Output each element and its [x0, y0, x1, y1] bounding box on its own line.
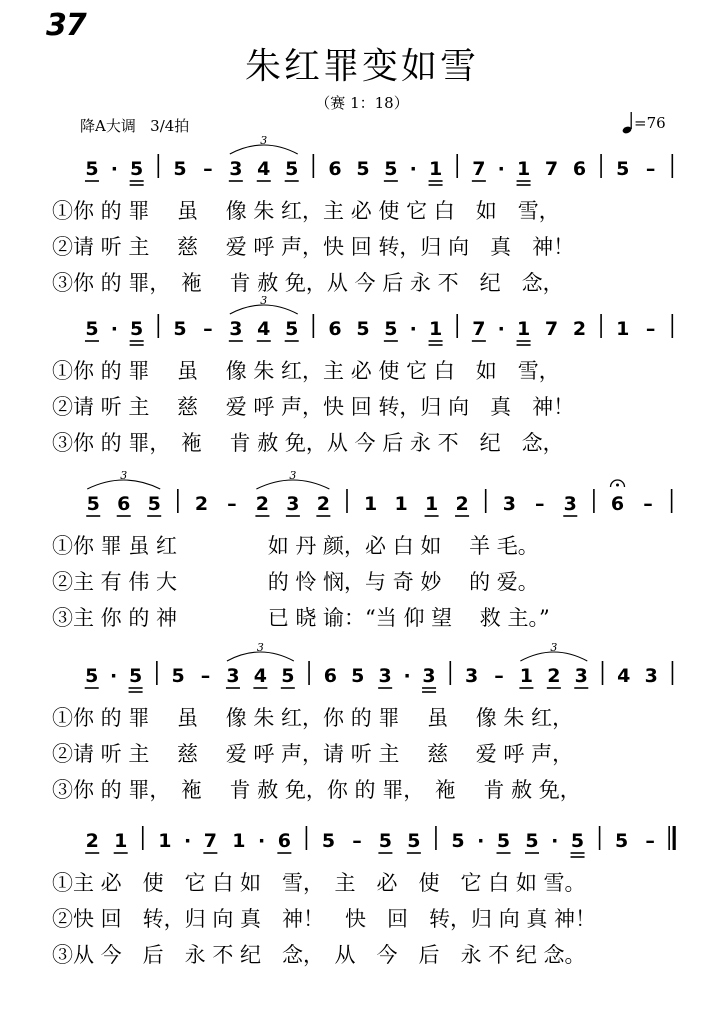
- note: 3: [378, 665, 392, 687]
- note: 4: [617, 665, 631, 687]
- note: 7: [472, 158, 486, 180]
- note: –: [203, 318, 213, 340]
- scripture-reference: （赛 1：18）: [315, 94, 409, 112]
- lyric-line: ③主 你 的 神 已 晓 谕：“当 仰 望 救 主。”: [52, 606, 550, 630]
- note: 1: [428, 158, 443, 180]
- triplet-mark: 3: [260, 134, 268, 147]
- note: 5: [130, 158, 144, 180]
- key-signature: 降A大调: [80, 117, 136, 135]
- note: ·: [409, 158, 417, 180]
- note: 6: [323, 665, 337, 687]
- note: –: [535, 493, 545, 515]
- note: 3: [563, 493, 577, 515]
- note: 1: [232, 830, 246, 852]
- note: 5: [351, 665, 365, 687]
- note: 1: [394, 493, 408, 515]
- note: –: [643, 493, 653, 515]
- note: 1: [364, 493, 378, 515]
- note: 5: [285, 318, 299, 340]
- note: 4: [253, 665, 267, 687]
- lyric-line: ①主 必 使 它 白 如 雪， 主 必 使 它 白 如 雪。: [52, 871, 586, 895]
- note: 5: [615, 830, 629, 852]
- note: 5: [147, 493, 161, 515]
- note: 5: [356, 158, 370, 180]
- note: 5: [384, 158, 398, 180]
- note: 3: [226, 665, 240, 687]
- note: 5: [86, 493, 100, 515]
- note: 2: [85, 830, 99, 852]
- lyric-line: ①你 罪 虽 红 如 丹 颜，必 白 如 羊 毛。: [52, 534, 539, 558]
- note: 3: [422, 665, 436, 687]
- note: ·: [110, 318, 118, 340]
- note: –: [227, 493, 237, 515]
- note: 6: [328, 158, 342, 180]
- note: ·: [497, 318, 505, 340]
- note: 2: [572, 318, 587, 340]
- note: ·: [110, 158, 118, 180]
- note: ·: [257, 830, 266, 852]
- note: 3: [574, 665, 588, 687]
- note: 6: [610, 493, 625, 515]
- note: 3: [229, 318, 243, 340]
- note: 5: [85, 318, 99, 340]
- note: 5: [378, 830, 393, 852]
- note: 5: [85, 665, 99, 687]
- note: 5: [356, 318, 370, 340]
- note: 3: [464, 665, 479, 687]
- note: 5: [496, 830, 511, 852]
- note: ·: [110, 665, 118, 687]
- note: ·: [477, 830, 485, 852]
- note: 2: [255, 493, 270, 515]
- note: 2: [194, 493, 209, 515]
- note: ·: [403, 665, 411, 687]
- triplet-mark: 3: [260, 294, 268, 307]
- note: 5: [321, 830, 336, 852]
- note: 5: [281, 665, 295, 687]
- note: –: [203, 158, 213, 180]
- score-line: [52, 134, 672, 296]
- lyric-line: ③你 的 罪， 袘 肯 赦 免，从 今 后 永 不 纪 念，: [52, 431, 564, 455]
- note: 5: [171, 665, 185, 687]
- lyric-line: ②请 听 主 慈 爱 呼 声，快 回 转，归 向 真 神！: [52, 395, 575, 419]
- note: 4: [257, 158, 271, 180]
- time-signature: 3/4拍: [150, 117, 190, 135]
- note: 6: [117, 493, 131, 515]
- note: 7: [544, 158, 559, 180]
- lyric-line: ③你 的 罪， 袘 肯 赦 免，你 的 罪， 袘 肯 赦 免，: [52, 778, 581, 802]
- triplet-mark: 3: [256, 641, 264, 654]
- note: 5: [173, 318, 187, 340]
- lyric-line: ①你 的 罪 虽 像 朱 红，主 必 使 它 白 如 雪，: [52, 359, 560, 383]
- note: 5: [407, 830, 421, 852]
- note: 1: [114, 830, 128, 852]
- tempo-value: =76: [634, 114, 666, 132]
- hymn-title: 朱红罪变如雪: [244, 46, 479, 87]
- note: 1: [158, 830, 172, 852]
- hymn-number: 37: [46, 8, 86, 43]
- triplet-mark: 3: [550, 641, 558, 654]
- note: 6: [328, 318, 342, 340]
- triplet-mark: 3: [120, 469, 128, 482]
- lyric-line: ②主 有 伟 大 的 怜 悯，与 奇 妙 的 爱。: [52, 570, 539, 594]
- lyric-line: ②请 听 主 慈 爱 呼 声，请 听 主 慈 爱 呼 声，: [52, 742, 574, 766]
- lyric-line: ①你 的 罪 虽 像 朱 红，主 必 使 它 白 如 雪，: [52, 199, 560, 223]
- note: 1: [428, 318, 443, 340]
- note: 5: [173, 158, 187, 180]
- fermata-dot: [616, 484, 619, 487]
- note: –: [645, 318, 656, 340]
- note: –: [200, 665, 211, 687]
- note: 7: [472, 318, 486, 340]
- note: ·: [409, 318, 417, 340]
- lyric-line: ③从 今 后 永 不 纪 念， 从 今 后 永 不 纪 念。: [52, 943, 586, 967]
- note: 2: [316, 493, 330, 515]
- note: –: [494, 665, 504, 687]
- note: 7: [203, 830, 217, 852]
- note: 3: [502, 493, 516, 515]
- note: –: [645, 830, 655, 852]
- note: 2: [455, 493, 469, 515]
- note: 1: [516, 158, 531, 180]
- lyric-line: ②请 听 主 慈 爱 呼 声，快 回 转，归 向 真 神！: [52, 235, 575, 259]
- note: 4: [257, 318, 271, 340]
- lyric-line: ②快 回 转，归 向 真 神！ 快 回 转，归 向 真 神！: [52, 907, 597, 931]
- note: 7: [544, 318, 559, 340]
- note: 5: [616, 158, 630, 180]
- note: ·: [497, 158, 505, 180]
- note: 5: [285, 158, 299, 180]
- note: 5: [384, 318, 398, 340]
- score-line: [52, 294, 672, 456]
- note: 6: [572, 158, 587, 180]
- note: 6: [277, 830, 291, 852]
- score-line: [52, 641, 672, 803]
- score-line: [52, 469, 672, 630]
- note: 3: [229, 158, 243, 180]
- note: 5: [451, 830, 465, 852]
- note: 5: [570, 830, 585, 852]
- note: –: [645, 158, 656, 180]
- note: ·: [551, 830, 559, 852]
- note: –: [352, 830, 362, 852]
- note: 5: [525, 830, 539, 852]
- note: 1: [516, 318, 531, 340]
- note: 1: [616, 318, 630, 340]
- lyric-line: ③你 的 罪， 袘 肯 赦 免，从 今 后 永 不 纪 念，: [52, 271, 564, 295]
- lyric-line: ①你 的 罪 虽 像 朱 红，你 的 罪 虽 像 朱 红，: [52, 706, 574, 730]
- note: 3: [286, 493, 300, 515]
- note: 2: [547, 665, 561, 687]
- score-line: [52, 826, 674, 968]
- note: 1: [424, 493, 439, 515]
- note: 1: [519, 665, 534, 687]
- note: ·: [183, 830, 192, 852]
- note: 5: [130, 318, 144, 340]
- triplet-mark: 3: [289, 469, 297, 482]
- note: 3: [644, 665, 658, 687]
- note: 5: [128, 665, 143, 687]
- note: 5: [85, 158, 99, 180]
